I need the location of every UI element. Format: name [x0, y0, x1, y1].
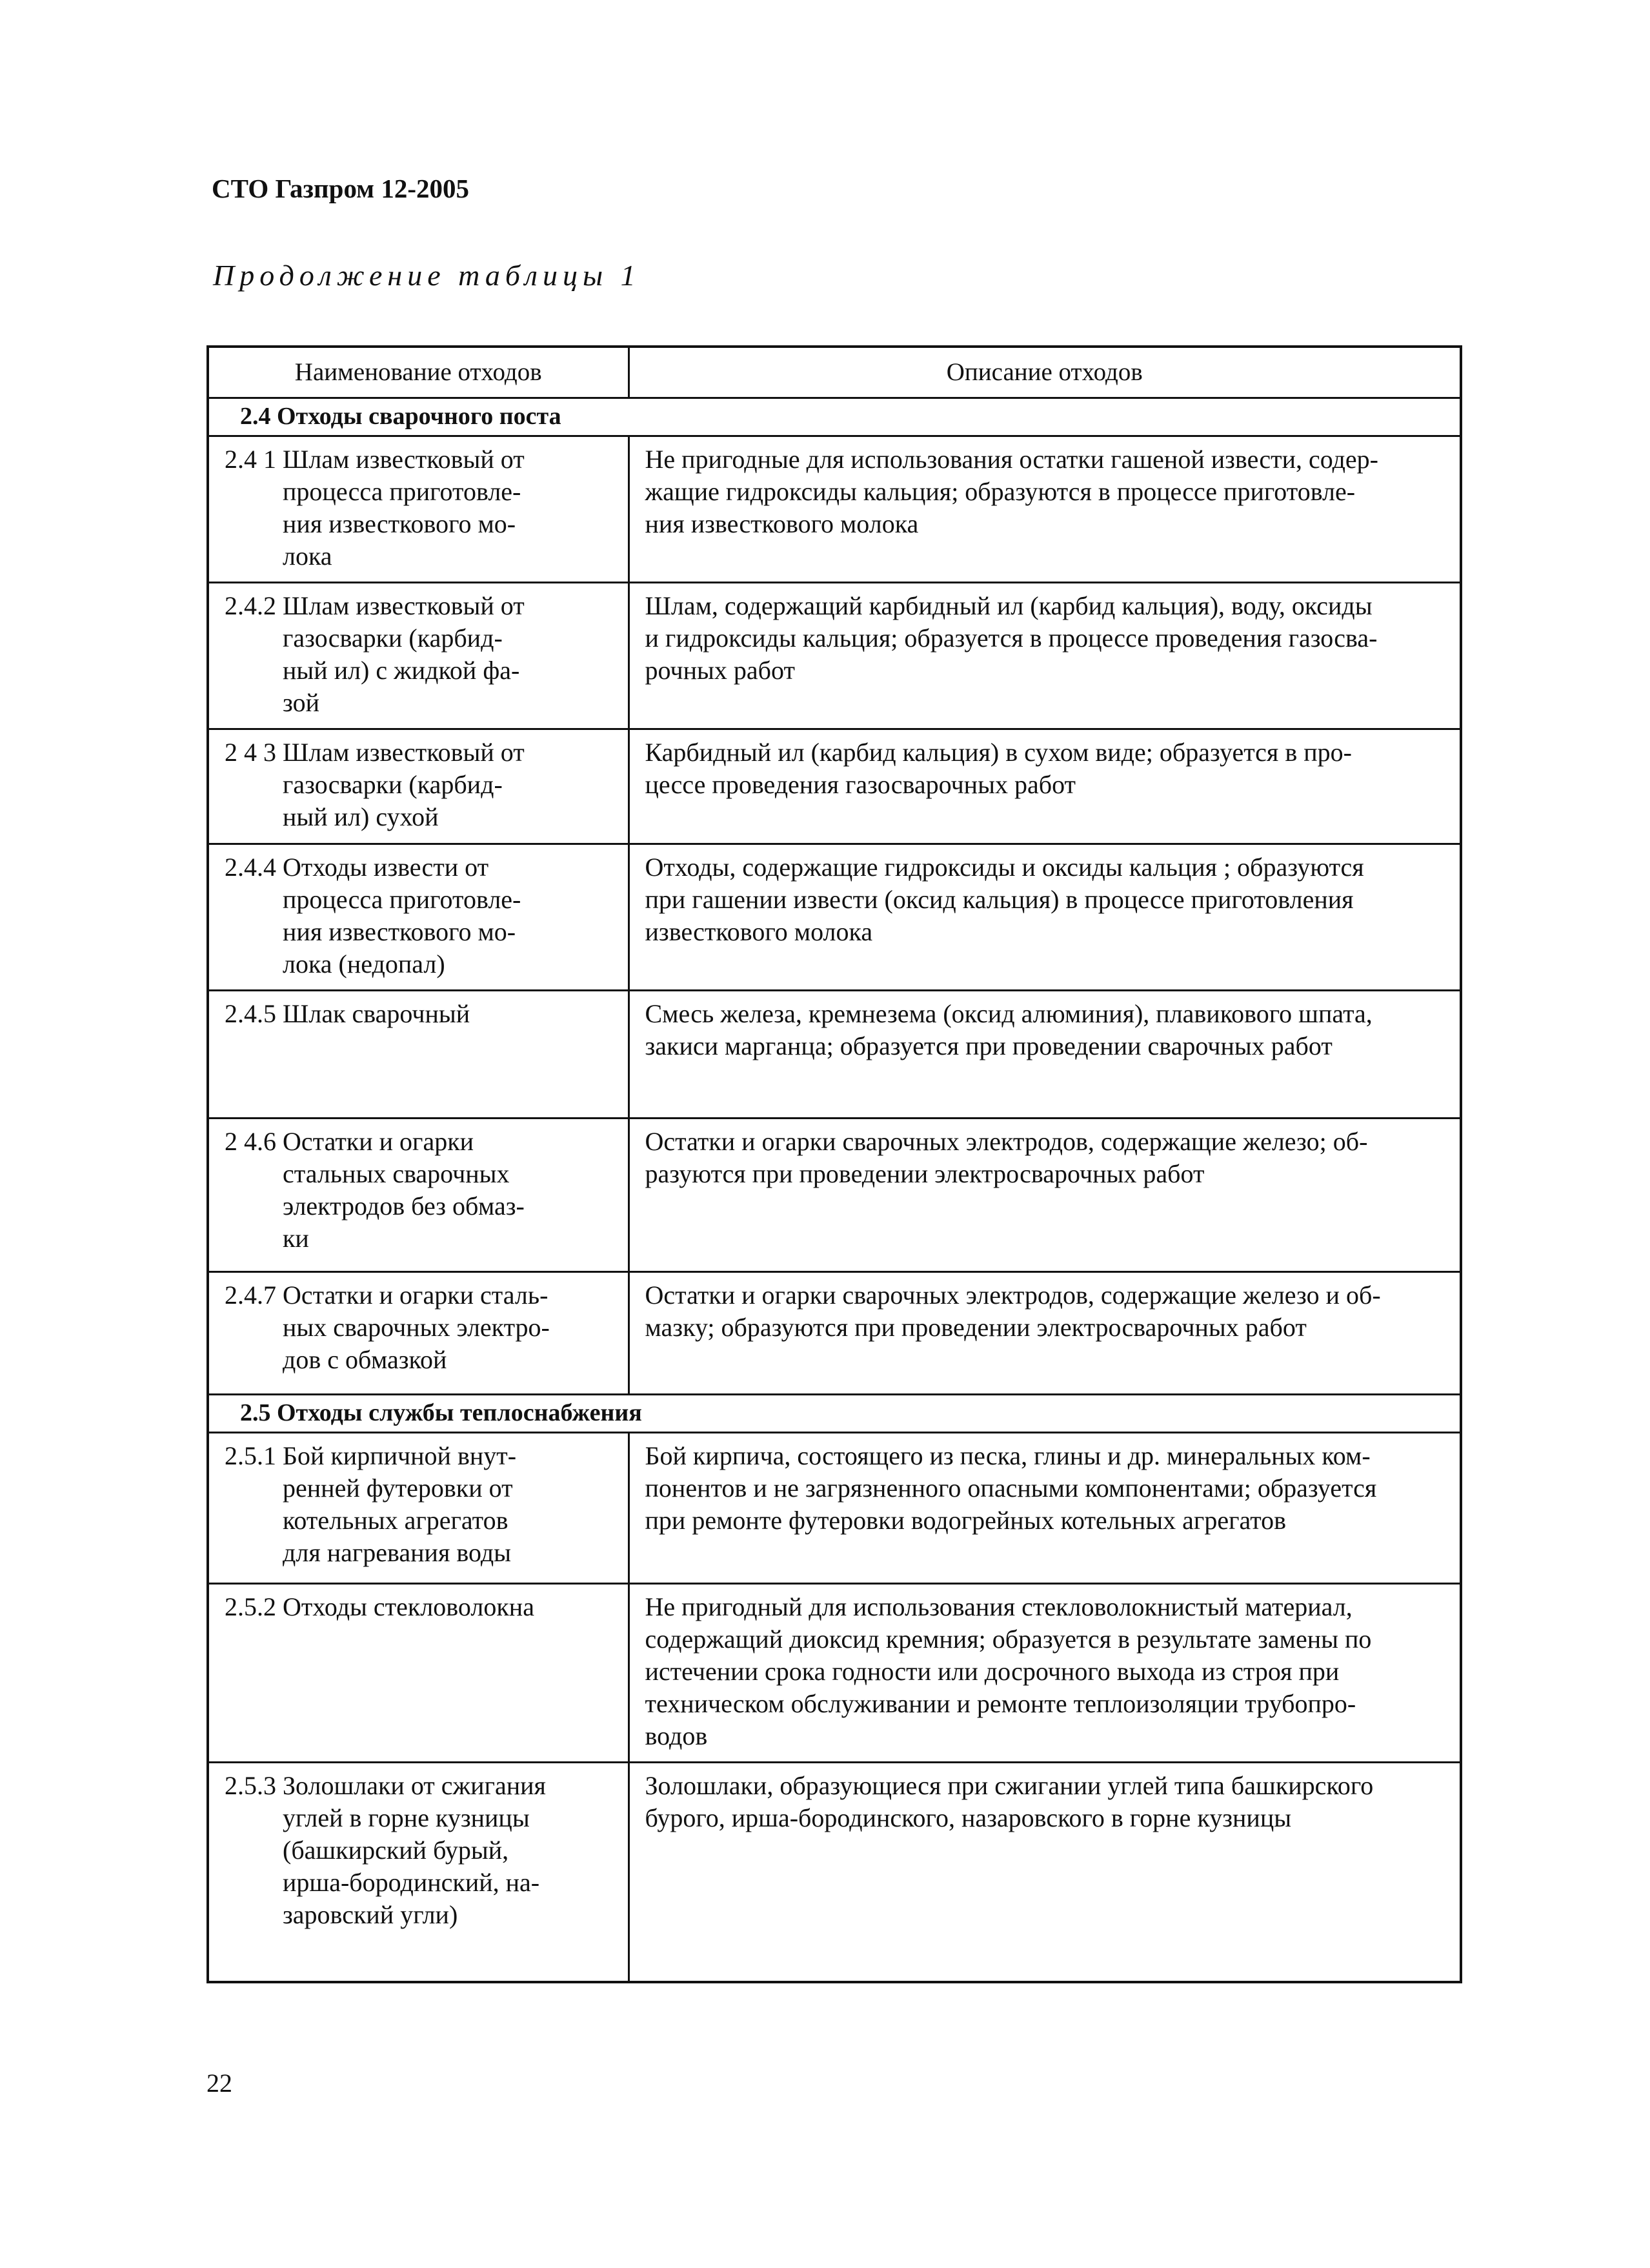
table-row [208, 1119, 1461, 1272]
waste-name-cell [208, 1763, 629, 1982]
waste-name: Шлам известковый от газосварки (карбид- ный ил) с жидкой фа- зой [283, 591, 525, 717]
waste-name-cell [208, 1272, 629, 1395]
waste-code: 2.4.5 [225, 999, 283, 1028]
waste-name-cell [208, 1433, 629, 1584]
column-header-name: Наименование отходов [208, 347, 629, 398]
waste-name: Шлак сварочный [283, 999, 470, 1028]
table-row [208, 1272, 1461, 1395]
table-row [208, 1584, 1461, 1763]
waste-description: Отходы, содержащие гидроксиды и оксиды кальция ; образуются при гашении извести (оксид кальция) в процессе приготовления известкового молока [629, 844, 1461, 991]
waste-code: 2 4 3 [225, 738, 283, 767]
waste-description: Остатки и огарки сварочных электродов, содержащие железо; об- разуются при проведении электросварочных работ [629, 1119, 1461, 1272]
table-row [208, 991, 1461, 1119]
table-row [208, 1433, 1461, 1584]
waste-code: 2.4 1 [225, 445, 283, 474]
waste-code: 2.5.3 [225, 1771, 283, 1800]
document-header: СТО Газпром 12-2005 [212, 174, 469, 203]
table-row [208, 729, 1461, 844]
waste-name-cell [208, 583, 629, 729]
waste-description: Шлам, содержащий карбидный ил (карбид кальция), воду, оксиды и гидроксиды кальция; образуется в процессе проведения газосва- рочных работ [629, 583, 1461, 729]
section-row [208, 1395, 1461, 1433]
table-row [208, 1763, 1461, 1982]
waste-name: Остатки и огарки сталь- ных сварочных электро- дов с обмазкой [283, 1281, 550, 1374]
waste-description: Бой кирпича, состоящего из песка, глины и др. минеральных ком- понентов и не загрязненного опасными компонентами; образуется при ремонте футеровки водогрейных котельных агрегатов [629, 1433, 1461, 1584]
waste-description: Не пригодный для использования стекловолокнистый материал, содержащий диоксид кремния; образуется в результате замены по истечении срока годности или досрочного выхода из строя при техническом обслуживании и ремонте теплоизоляции трубопро- водов [629, 1584, 1461, 1763]
waste-name: Шлам известковый от процесса приготовле- ния известкового мо- лока [283, 445, 525, 571]
waste-name-cell [208, 1584, 629, 1763]
waste-table [206, 345, 1462, 1983]
table-body [208, 398, 1461, 1982]
waste-name-cell [208, 844, 629, 991]
waste-code: 2.4.7 [225, 1281, 283, 1310]
waste-name-cell [208, 991, 629, 1119]
waste-name: Бой кирпичной внут- ренней футеровки от котельных агрегатов для нагревания воды [283, 1441, 517, 1567]
waste-description: Не пригодные для использования остатки гашеной извести, содер- жащие гидроксиды кальция; образуются в процессе приготовле- ния известкового молока [629, 436, 1461, 583]
section-title: 2.5 Отходы службы теплоснабжения [208, 1395, 1461, 1433]
waste-code: 2 4.6 [225, 1127, 283, 1156]
section-title: 2.4 Отходы сварочного поста [208, 398, 1461, 436]
column-header-description: Описание отходов [629, 347, 1461, 398]
waste-description: Золошлаки, образующиеся при сжигании углей типа башкирского бурого, ирша-бородинского, назаровского в горне кузницы [629, 1763, 1461, 1982]
waste-name: Шлам известковый от газосварки (карбид- ный ил) сухой [283, 738, 525, 831]
table-caption: Продолжение таблицы 1 [213, 259, 641, 292]
waste-table-container [206, 345, 1460, 1983]
table-row [208, 583, 1461, 729]
table-row [208, 844, 1461, 991]
waste-name: Отходы стекловолокна [283, 1592, 534, 1621]
waste-code: 2.5.1 [225, 1441, 283, 1470]
waste-name-cell [208, 729, 629, 844]
table-header-row [208, 347, 1461, 398]
waste-description: Карбидный ил (карбид кальция) в сухом виде; образуется в про- цессе проведения газосварочных работ [629, 729, 1461, 844]
waste-name: Остатки и огарки стальных сварочных электродов без обмаз- ки [283, 1127, 525, 1253]
section-row [208, 398, 1461, 436]
waste-code: 2.4.2 [225, 591, 283, 620]
waste-description: Смесь железа, кремнезема (оксид алюминия), плавикового шпата, закиси марганца; образуется при проведении сварочных работ [629, 991, 1461, 1119]
page-number: 22 [206, 2069, 232, 2098]
waste-name: Отходы извести от процесса приготовле- ния известкового мо- лока (недопал) [283, 853, 521, 978]
table-row [208, 436, 1461, 583]
waste-description: Остатки и огарки сварочных электродов, содержащие железо и об- мазку; образуются при проведении электросварочных работ [629, 1272, 1461, 1395]
waste-code: 2.5.2 [225, 1592, 283, 1621]
waste-name-cell [208, 1119, 629, 1272]
waste-code: 2.4.4 [225, 853, 283, 882]
waste-name-cell [208, 436, 629, 583]
waste-name: Золошлаки от сжигания углей в горне кузницы (башкирский бурый, ирша-бородинский, на- заровский угли) [283, 1771, 546, 1929]
